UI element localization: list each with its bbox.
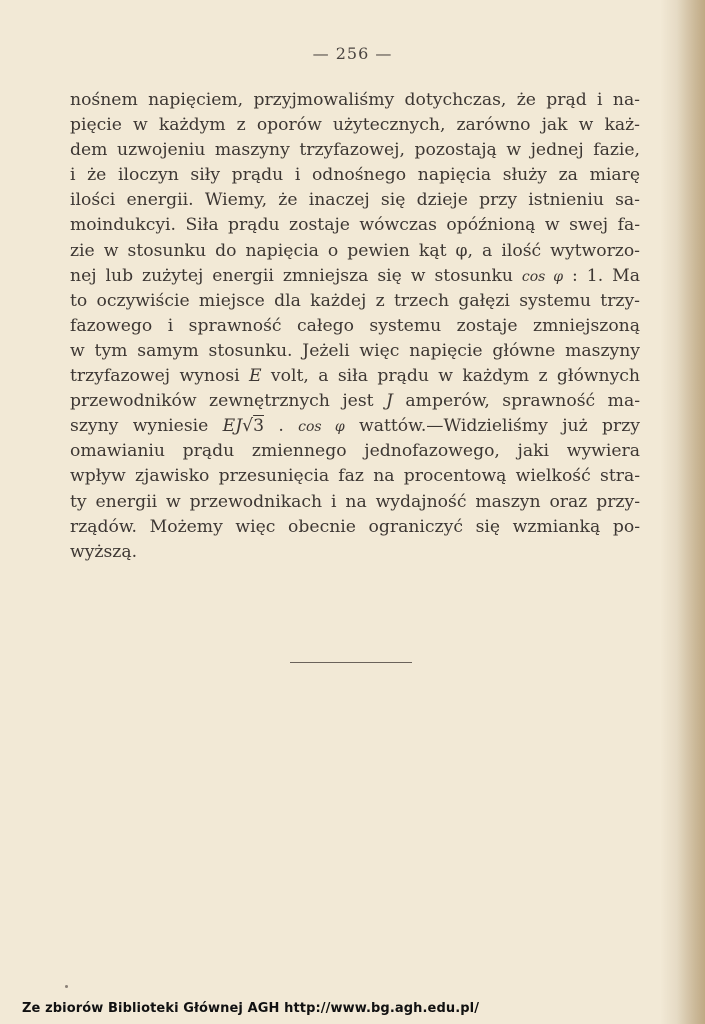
text-fragment: wattów.—Widzieliśmy już przy bbox=[344, 416, 640, 437]
square-root-symbol: √ bbox=[242, 416, 254, 437]
body-text bbox=[70, 88, 640, 565]
text-line bbox=[70, 264, 640, 289]
voltage-symbol: E bbox=[249, 366, 262, 387]
text-line bbox=[70, 364, 640, 389]
library-credit: Ze zbiorów Biblioteki Głównej AGH http://www.bg.agh.edu.pl/ bbox=[22, 1001, 480, 1016]
text-fragment: . bbox=[264, 416, 299, 437]
text-fragment: szyny wyniesie bbox=[70, 416, 223, 437]
text-line: ilości energii. Wiemy, że inaczej się dzieje przy istnieniu sa- bbox=[70, 190, 640, 211]
square-root-radicand: 3 bbox=[253, 416, 264, 437]
text-fragment: trzyfazowej wynosi bbox=[70, 366, 250, 387]
text-line bbox=[70, 414, 640, 439]
text-fragment: : 1. Ma bbox=[563, 265, 640, 286]
text-line: to oczywiście miejsce dla każdej z trzech gałęzi systemu trzy- bbox=[70, 290, 640, 311]
cos-phi-symbol: cos φ bbox=[521, 268, 564, 285]
section-divider bbox=[290, 662, 412, 663]
text-line: dem uzwojeniu maszyny trzyfazowej, pozostają w jednej fazie, bbox=[70, 140, 640, 161]
text-fragment: volt, a siła prądu w każdym z głównych bbox=[261, 366, 640, 387]
page-number: — 256 — bbox=[312, 44, 393, 63]
text-line: i że iloczyn siły prądu i odnośnego napięcia służy za miarę bbox=[70, 165, 640, 186]
power-formula-ej: EJ bbox=[222, 416, 243, 437]
text-line bbox=[70, 389, 640, 414]
text-fragment: amperów, sprawność ma- bbox=[392, 391, 640, 412]
text-line: wyższą. bbox=[70, 541, 138, 562]
text-line: zie w stosunku do napięcia o pewien kąt φ, a ilość wytworzo- bbox=[70, 240, 640, 261]
text-line: nośnem napięciem, przyjmowaliśmy dotychczas, że prąd i na- bbox=[70, 90, 640, 110]
text-line: rządów. Możemy więc obecnie ograniczyć się wzmianką po- bbox=[70, 516, 640, 537]
page-edge-shadow bbox=[677, 0, 705, 1024]
text-line: ty energii w przewodnikach i na wydajność maszyn oraz przy- bbox=[70, 491, 640, 512]
text-line: omawianiu prądu zmiennego jednofazowego, jaki wywiera bbox=[70, 441, 640, 462]
paper-speck bbox=[65, 985, 68, 988]
text-line: wpływ zjawisko przesunięcia faz na procentową wielkość stra- bbox=[70, 466, 640, 487]
text-line: pięcie w każdym z oporów użytecznych, zarówno jak w każ- bbox=[70, 115, 640, 136]
text-line: moindukcyi. Siła prądu zostaje wówczas opóźnioną w swej fa- bbox=[70, 215, 640, 236]
text-line: fazowego i sprawność całego systemu zostaje zmniejszoną bbox=[70, 315, 640, 336]
cos-phi-symbol: cos φ bbox=[298, 419, 345, 436]
current-symbol: J bbox=[386, 391, 393, 412]
text-fragment: przewodników zewnętrznych jest bbox=[70, 391, 387, 412]
text-line: w tym samym stosunku. Jeżeli więc napięcie główne maszyny bbox=[70, 340, 640, 361]
text-fragment: nej lub zużytej energii zmniejsza się w stosunku bbox=[70, 265, 522, 286]
